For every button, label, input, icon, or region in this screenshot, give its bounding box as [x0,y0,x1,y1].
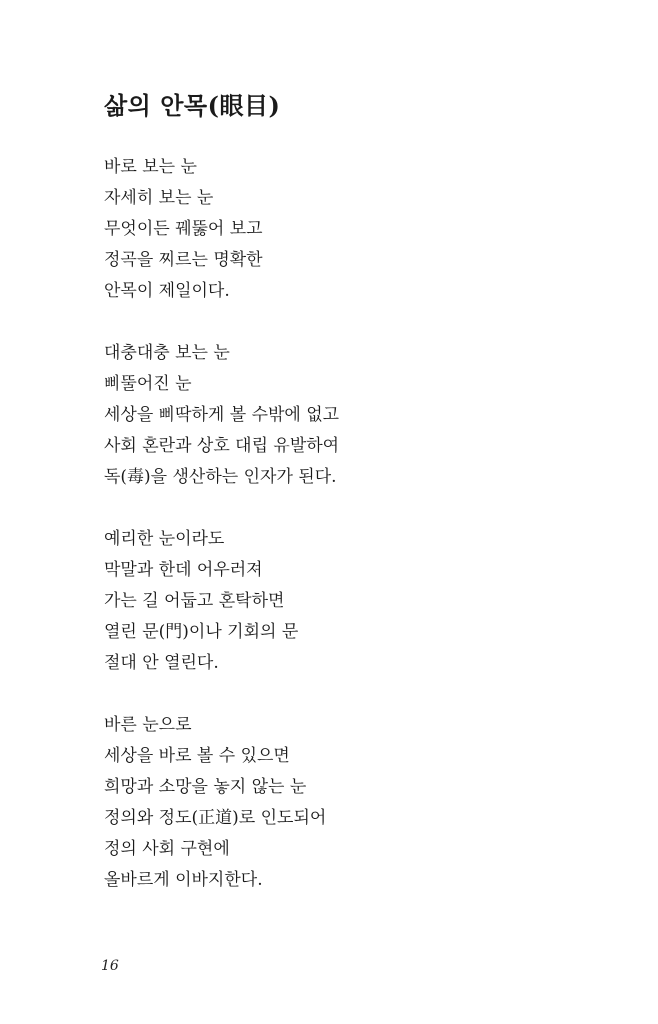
poem-line: 정의와 정도(正道)로 인도되어 [104,808,327,828]
poem-line: 막말과 한데 어우러져 [104,560,263,580]
poem-line: 올바르게 이바지한다. [104,870,263,890]
stanza-1 [104,152,564,307]
poem-line: 대충대충 보는 눈 [104,343,230,363]
poem-line: 삐뚤어진 눈 [104,374,192,394]
poem-line: 절대 안 열린다. [104,653,219,673]
stanza-4 [104,710,564,896]
poem-line: 희망과 소망을 놓지 않는 눈 [104,777,307,797]
stanza-3 [104,524,564,679]
poem-title: 삶의 안목(眼目) [104,91,281,120]
poem-line: 독(毒)을 생산하는 인자가 된다. [104,467,337,487]
poem-line: 안목이 제일이다. [104,281,230,301]
poem-line: 정의 사회 구현에 [104,839,230,859]
poem-line: 예리한 눈이라도 [104,529,225,549]
stanza-2 [104,338,564,493]
poem-line: 무엇이든 꿰뚫어 보고 [104,219,263,239]
poem-line: 자세히 보는 눈 [104,188,214,208]
poem-line: 정곡을 찌르는 명확한 [104,250,263,270]
poem-line: 열린 문(門)이나 기회의 문 [104,622,299,642]
poem-line: 세상을 삐딱하게 볼 수밖에 없고 [104,405,340,425]
poem-line: 사회 혼란과 상호 대립 유발하여 [104,436,340,456]
poem-line: 바른 눈으로 [104,715,192,735]
poem-body [104,152,564,927]
page-number: 16 [101,958,119,974]
poem-line: 세상을 바로 볼 수 있으면 [104,746,290,766]
poem-line: 가는 길 어둡고 혼탁하면 [104,591,285,611]
poem-line: 바로 보는 눈 [104,157,197,177]
